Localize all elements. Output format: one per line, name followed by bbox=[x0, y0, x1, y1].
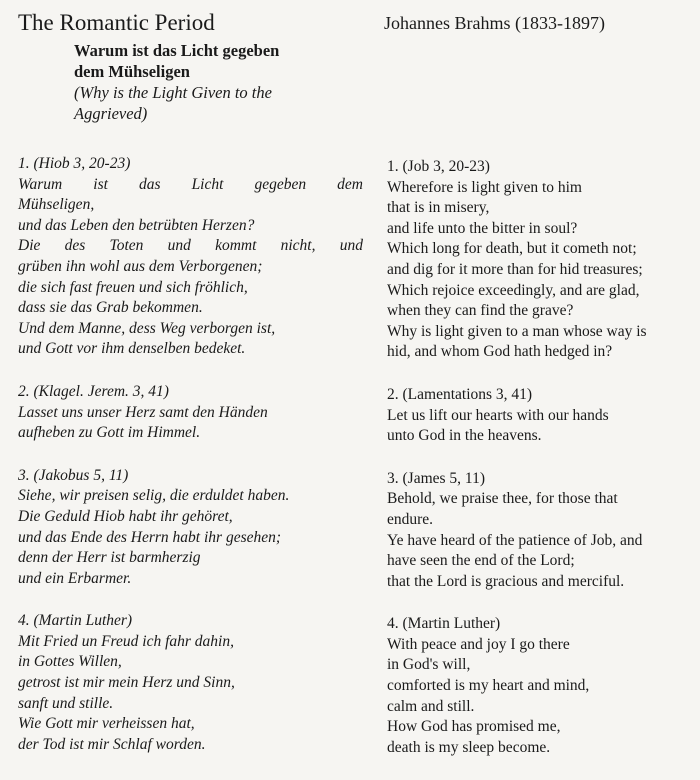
stanza-heading: 1. (Hiob 3, 20-23) bbox=[18, 155, 131, 172]
verse-word: und bbox=[339, 237, 363, 255]
stanza-heading: 3. (James 5, 11) bbox=[387, 469, 486, 487]
verse-line: Wherefore is light given to him bbox=[387, 178, 582, 196]
verse-line: dass sie das Grab bekommen. bbox=[18, 299, 203, 317]
verse-line: Mit Fried un Freud ich fahr dahin, bbox=[18, 632, 234, 650]
verse-line: Which rejoice exceedingly, and are glad, bbox=[387, 281, 640, 299]
verse-word: Die bbox=[18, 237, 41, 255]
verse-line: Mühseligen, bbox=[18, 196, 95, 214]
verse-line: Siehe, wir preisen selig, die erduldet haben. bbox=[18, 487, 290, 505]
verse-word: nicht, bbox=[280, 237, 316, 255]
verse-line: aufheben zu Gott im Himmel. bbox=[18, 424, 201, 442]
verse-line: in Gottes Willen, bbox=[18, 653, 122, 671]
stanza-heading: 4. (Martin Luther) bbox=[387, 615, 501, 633]
german-text-column bbox=[18, 154, 363, 777]
verse-line: getrost ist mir mein Herz und Sinn, bbox=[18, 674, 235, 692]
verse-line: comforted is my heart and mind, bbox=[387, 677, 590, 695]
verse-word: dem bbox=[337, 175, 363, 193]
verse-line: und ein Erbarmer. bbox=[18, 569, 132, 587]
english-stanza-4 bbox=[387, 614, 700, 758]
verse-line: denn der Herr ist barmherzig bbox=[18, 549, 201, 567]
stanza-heading: 4. (Martin Luther) bbox=[18, 612, 133, 630]
composer-name: Johannes Brahms (1833-1897) bbox=[384, 13, 605, 33]
verse-line: and life unto the bitter in soul? bbox=[387, 219, 578, 237]
german-stanza-2 bbox=[18, 382, 363, 444]
verse-line bbox=[18, 175, 363, 196]
stanza-heading: 2. (Lamentations 3, 41) bbox=[387, 385, 533, 403]
song-title-line-1: Warum ist das Licht gegeben bbox=[74, 41, 280, 60]
header-left bbox=[18, 10, 358, 124]
verse-line: How God has promised me, bbox=[387, 718, 561, 736]
verse-word: Licht bbox=[191, 175, 224, 193]
german-stanza-3 bbox=[18, 466, 363, 590]
english-stanza-1 bbox=[387, 157, 700, 363]
stanza-heading: 3. (Jakobus 5, 11) bbox=[18, 466, 129, 484]
song-subtitle-line-1: (Why is the Light Given to the bbox=[74, 83, 272, 102]
verse-line: und das Leben den betrübten Herzen? bbox=[18, 216, 255, 234]
verse-word: gegeben bbox=[254, 175, 307, 193]
verse-word: Warum bbox=[18, 175, 63, 193]
english-stanza-2 bbox=[387, 385, 700, 447]
verse-line: and dig for it more than for hid treasures; bbox=[387, 260, 643, 278]
verse-line: that the Lord is gracious and merciful. bbox=[387, 572, 625, 590]
stanza-heading: 1. (Job 3, 20-23) bbox=[387, 158, 490, 175]
verse-line: unto God in the heavens. bbox=[387, 427, 542, 445]
song-subtitle-line-2: Aggrieved) bbox=[74, 104, 148, 123]
verse-line: Ye have heard of the patience of Job, and bbox=[387, 531, 643, 549]
verse-line: Behold, we praise thee, for those that bbox=[387, 490, 618, 508]
verse-line: sanft und stille. bbox=[18, 694, 114, 712]
verse-line: und Gott vor ihm denselben bedeket. bbox=[18, 340, 246, 358]
song-title-line-2: dem Mühseligen bbox=[74, 62, 190, 81]
verse-line: Und dem Manne, dess Weg verborgen ist, bbox=[18, 319, 276, 337]
english-stanza-3 bbox=[387, 469, 700, 593]
german-stanza-1 bbox=[18, 154, 363, 360]
verse-word: des bbox=[64, 237, 86, 255]
verse-line: endure. bbox=[387, 510, 434, 528]
verse-word: und bbox=[167, 237, 191, 255]
verse-line: calm and still. bbox=[387, 697, 475, 715]
verse-line: have seen the end of the Lord; bbox=[387, 552, 575, 570]
verse-line: Which long for death, but it cometh not; bbox=[387, 240, 637, 258]
english-text-column bbox=[387, 157, 700, 780]
verse-line: der Tod ist mir Schlaf worden. bbox=[18, 735, 206, 753]
german-stanza-4 bbox=[18, 611, 363, 755]
verse-line: Let us lift our hearts with our hands bbox=[387, 406, 609, 424]
verse-line: Die Geduld Hiob habt ihr gehöret, bbox=[18, 507, 233, 525]
verse-word: ist bbox=[93, 175, 108, 193]
verse-line: Lasset uns unser Herz samt den Händen bbox=[18, 403, 268, 421]
verse-line: in God's will, bbox=[387, 656, 471, 674]
verse-word: kommt bbox=[215, 237, 257, 255]
verse-word: Toten bbox=[109, 237, 144, 255]
verse-line: With peace and joy I go there bbox=[387, 635, 570, 653]
verse-line: that is in misery, bbox=[387, 199, 490, 217]
verse-line: death is my sleep become. bbox=[387, 738, 551, 756]
verse-line: und das Ende des Herrn habt ihr gesehen; bbox=[18, 528, 282, 546]
verse-line: hid, and whom God hath hedged in? bbox=[387, 343, 613, 361]
song-subtitle bbox=[74, 82, 358, 124]
verse-line: Why is light given to a man whose way is bbox=[387, 322, 647, 340]
verse-line: die sich fast freuen und sich fröhlich, bbox=[18, 278, 248, 296]
verse-line: Wie Gott mir verheissen hat, bbox=[18, 715, 195, 733]
verse-line bbox=[18, 236, 363, 257]
period-heading: The Romantic Period bbox=[18, 10, 215, 35]
stanza-heading: 2. (Klagel. Jerem. 3, 41) bbox=[18, 382, 169, 400]
song-title bbox=[74, 40, 358, 82]
verse-word: das bbox=[138, 175, 161, 193]
verse-line: when they can find the grave? bbox=[387, 302, 574, 320]
verse-line: grüben ihn wohl aus dem Verborgenen; bbox=[18, 257, 263, 275]
